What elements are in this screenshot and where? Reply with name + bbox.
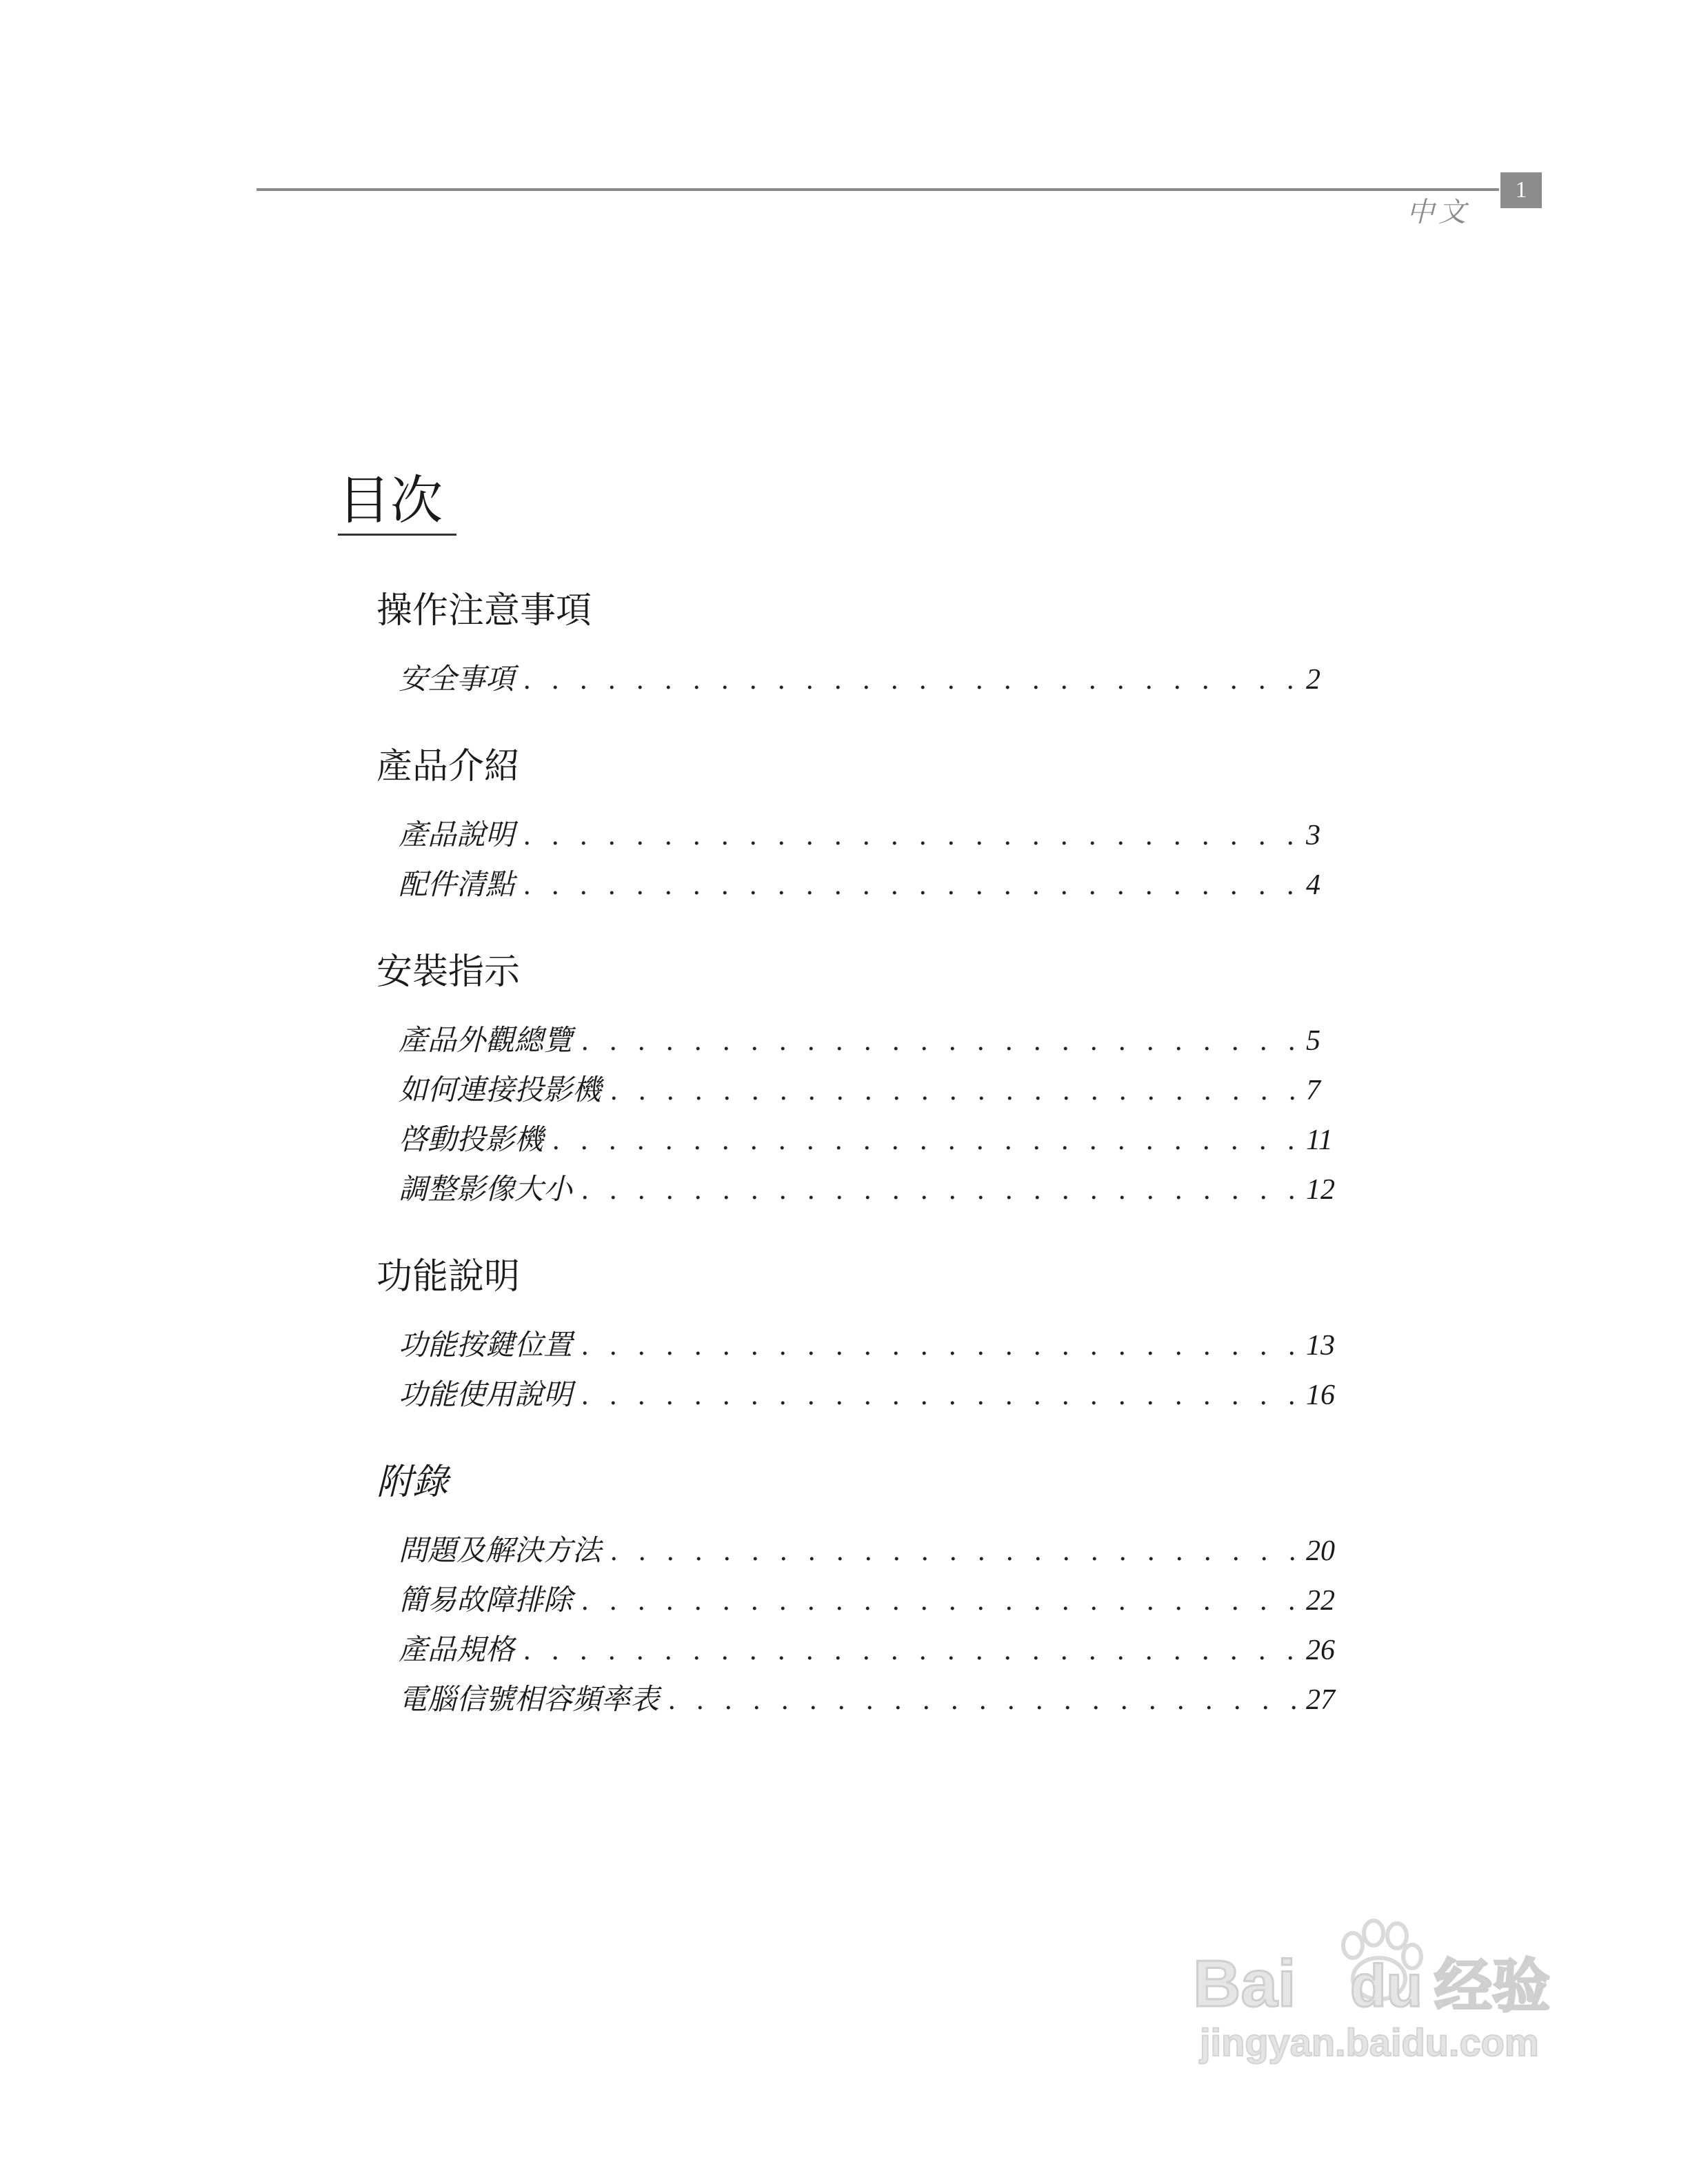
toc-entry[interactable] (376, 656, 1342, 706)
entry-page-number: 20 (1306, 1535, 1335, 1567)
dot-leader (524, 1634, 1296, 1667)
entry-page-number: 26 (1306, 1635, 1335, 1666)
dot-leader (582, 1329, 1296, 1362)
entry-page-number: 3 (1306, 820, 1320, 851)
dot-leader (582, 1379, 1296, 1412)
toc-section (376, 746, 1342, 911)
entry-label: 啓動投影機 (399, 1122, 544, 1156)
entry-label: 電腦信號相容頻率表 (399, 1682, 660, 1716)
header-rule (257, 188, 1499, 191)
dot-leader (611, 1074, 1296, 1107)
section-heading: 安裝指示 (376, 951, 521, 993)
entry-page-number: 11 (1306, 1124, 1333, 1156)
toc-entry[interactable] (376, 1677, 1342, 1726)
dot-leader (611, 1535, 1296, 1568)
toc-section (376, 1464, 1342, 1726)
dot-leader (553, 1124, 1296, 1157)
toc-entry[interactable] (376, 1117, 1342, 1166)
entry-page-number: 4 (1306, 869, 1320, 901)
section-heading: 操作注意事項 (376, 590, 592, 631)
section-heading: 附錄 (376, 1462, 449, 1503)
entry-page-number: 5 (1306, 1025, 1320, 1057)
dot-leader (524, 663, 1296, 696)
entry-page-number: 12 (1306, 1174, 1335, 1206)
dot-leader (524, 869, 1296, 902)
entry-label: 產品規格 (399, 1632, 515, 1666)
dot-leader (582, 1024, 1296, 1058)
entry-label: 問題及解決方法 (399, 1533, 602, 1567)
dot-leader (524, 819, 1296, 852)
entry-label: 簡易故障排除 (399, 1583, 573, 1617)
dot-leader (582, 1173, 1296, 1206)
toc-entry[interactable] (376, 1322, 1342, 1372)
section-heading: 功能說明 (376, 1256, 521, 1297)
toc-entry[interactable] (376, 1528, 1342, 1577)
toc-section (376, 590, 1342, 706)
header-language-label: 中文 (1407, 196, 1470, 228)
entry-page-number: 2 (1306, 664, 1320, 696)
toc-entry[interactable] (376, 1577, 1342, 1627)
entry-page-number: 22 (1306, 1585, 1335, 1617)
entry-page-number: 7 (1306, 1075, 1320, 1106)
toc-entry[interactable] (376, 1372, 1342, 1422)
entry-page-number: 27 (1306, 1684, 1335, 1716)
svg-text:Bai: Bai (1193, 1947, 1296, 2021)
table-of-contents (376, 590, 1342, 1769)
svg-text:jingyan.baidu.com: jingyan.baidu.com (1200, 2021, 1539, 2064)
toc-entry[interactable] (376, 1018, 1342, 1067)
toc-entry[interactable] (376, 812, 1342, 862)
toc-entry[interactable] (376, 1067, 1342, 1117)
entry-label: 產品外觀總覽 (399, 1023, 573, 1057)
toc-entry[interactable] (376, 1627, 1342, 1677)
svg-text:经验: 经验 (1434, 1954, 1551, 2019)
entry-label: 配件清點 (399, 867, 515, 901)
svg-text:du: du (1350, 1953, 1423, 2019)
entry-label: 安全事項 (399, 662, 515, 696)
entry-page-number: 13 (1306, 1330, 1335, 1362)
dot-leader (582, 1584, 1296, 1617)
toc-section (376, 1256, 1342, 1422)
toc-title: 目次 (338, 474, 456, 536)
baidu-watermark-logo (1172, 1903, 1586, 2068)
entry-label: 功能按鍵位置 (399, 1328, 573, 1362)
toc-section (376, 951, 1342, 1216)
toc-entry[interactable] (376, 1166, 1342, 1216)
dot-leader (669, 1684, 1296, 1717)
entry-page-number: 16 (1306, 1379, 1335, 1411)
section-heading: 產品介紹 (376, 746, 521, 787)
toc-entry[interactable] (376, 862, 1342, 911)
entry-label: 調整影像大小 (399, 1172, 573, 1206)
entry-label: 產品說明 (399, 818, 515, 851)
entry-label: 如何連接投影機 (399, 1073, 602, 1106)
entry-label: 功能使用說明 (399, 1377, 573, 1411)
page-number-box: 1 (1500, 172, 1542, 208)
